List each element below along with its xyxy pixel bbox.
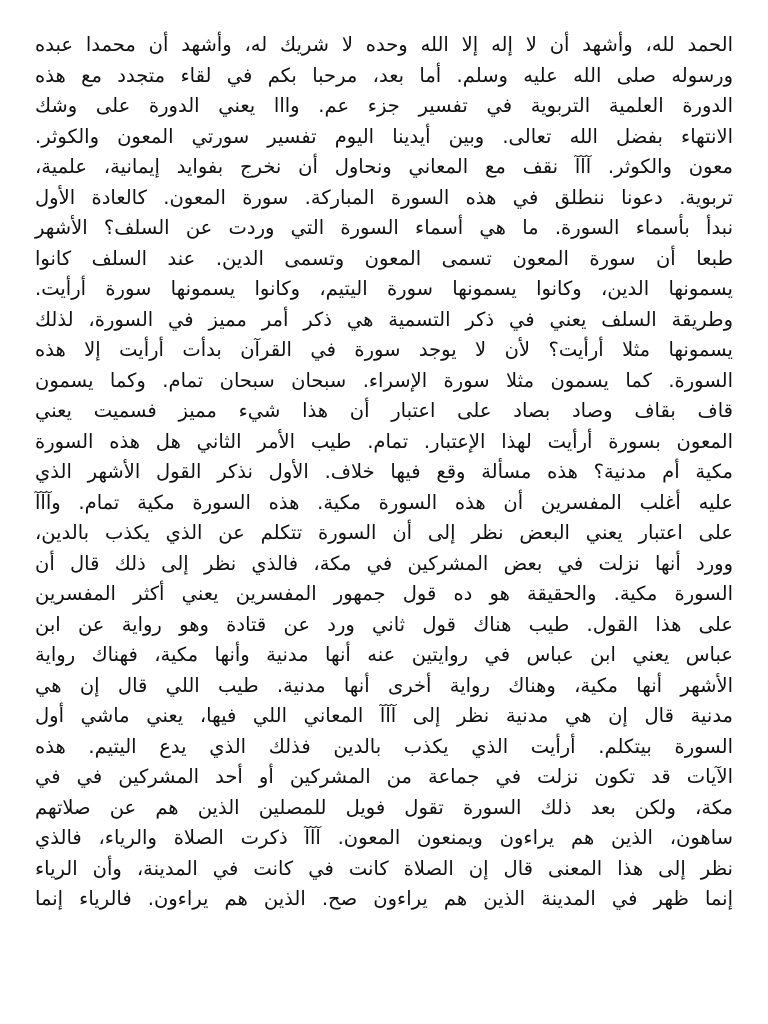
text-line: السورة بيتكلم. أرأيت الذي يكذب بالدين فذلك الذي يدع اليتيم. هذه [35,734,733,758]
text-line: على اعتبار يعني البعض نظر إلى أن السورة تتكلم عن الذي يكذب بالدين، [35,521,733,544]
text-line: نبدأ بأسماء السورة. ما هي أسماء السورة التي وردت عن السلف؟ الأشهر [35,216,733,239]
text-line: عباس يعني ابن عباس في روايتين عنه أنها مدنية وأنها مكية، فهناك رواية [35,643,733,666]
text-line: وطريقة السلف يعني في ذكر التسمية هي ذكر أمر مميز في السورة، لذلك [35,307,733,331]
text-line: يسمونها الدين، وكانوا يسمونها سورة اليتيم، وكانوا يسمونها سورة أرأيت. [35,277,733,300]
text-line: نظر إلى هذا المعنى قال إن الصلاة كانت في كانت في المدينة، وأن الرياء [35,856,733,880]
text-line: تربوية. دعونا ننطلق في هذه السورة المباركة. سورة المعون. كالعادة الأول [35,185,733,209]
text-line: السورة. كما يسمون مثلا سورة الإسراء. سبحان سبحان تمام. وكما يسمون [35,368,733,392]
text-line: مكية أم مدنية؟ هذه مسألة وقع فيها خلاف. الأول نذكر القول الأشهر الذي [35,460,733,483]
text-line: وورد أنها نزلت في بعض المشركين في مكة، فالذي نظر إلى ذلك قال أن [35,551,733,575]
text-line: الأشهر أنها مكية، وهناك رواية أخرى أنها مدنية. طيب اللي قال إن هي [35,673,733,697]
text-line: معون والكوثر. آآآ نقف مع المعاني ونحاول أن نخرج بفوايد إيمانية، علمية، [35,155,733,178]
text-line: الدورة العلمية التربوية في تفسير جزء عم. وااا يعني الدورة على وشك [35,94,733,117]
text-line: الانتهاء بفضل الله تعالى. وبين أيدينا اليوم تفسير سورتي المعون والكوثر. [35,124,733,148]
text-line: الآيات قد تكون نزلت في جماعة من المشركين أو أحد المشركين في في [35,765,733,788]
text-line: السورة مكية. والحقيقة هو ده قول جمهور المفسرين يعني أكثر المفسرين [35,582,733,605]
text-line: ساهون، الذين هم يراءون ويمنعون المعون. آآآ ذكرت الصلاة والرياء، فالذي [35,826,733,849]
text-line: الحمد لله، وأشهد أن لا إله إلا الله وحده لا شريك له، وأشهد أن محمدا عبده [35,33,733,56]
text-line: ورسوله صلى الله عليه وسلم. أما بعد، مرحبا بكم في لقاء متجدد مع هذه [35,63,733,87]
document-body [35,30,733,915]
text-line: إنما ظهر في المدينة الذين هم يراءون صح. الذين هم يراءون. فالرياء إنما [35,887,733,910]
text-line: المعون بسورة أرأيت لهذا الإعتبار. تمام. طيب الأمر الثاني هل هذه السورة [35,429,733,453]
text-line: على هذا القول. طيب هناك قول ثاني ورد عن قتادة وهو رواية عن ابن [35,612,733,636]
text-line: مكة، ولكن بعد ذلك السورة تقول فويل للمصلين الذين هم عن صلاتهم [35,795,733,819]
text-line: عليه أغلب المفسرين أن هذه السورة مكية. هذه السورة مكية تمام. وآآآ [35,490,733,514]
text-line: مدنية قال إن هي مدنية نظر إلى آآآ المعاني اللي فيها، يعني ماشي أول [35,704,733,727]
text-line: طبعا أن سورة المعون تسمى المعون وتسمى الدين. عند السلف كانوا [35,246,733,270]
text-line: قاف بقاف وصاد بصاد على اعتبار أن هذا شيء مميز فسميت يعني [35,399,733,422]
text-line: يسمونها مثلا أرأيت؟ لأن لا يوجد سورة في القرآن بدأت أرأيت إلا هذه [35,338,733,361]
